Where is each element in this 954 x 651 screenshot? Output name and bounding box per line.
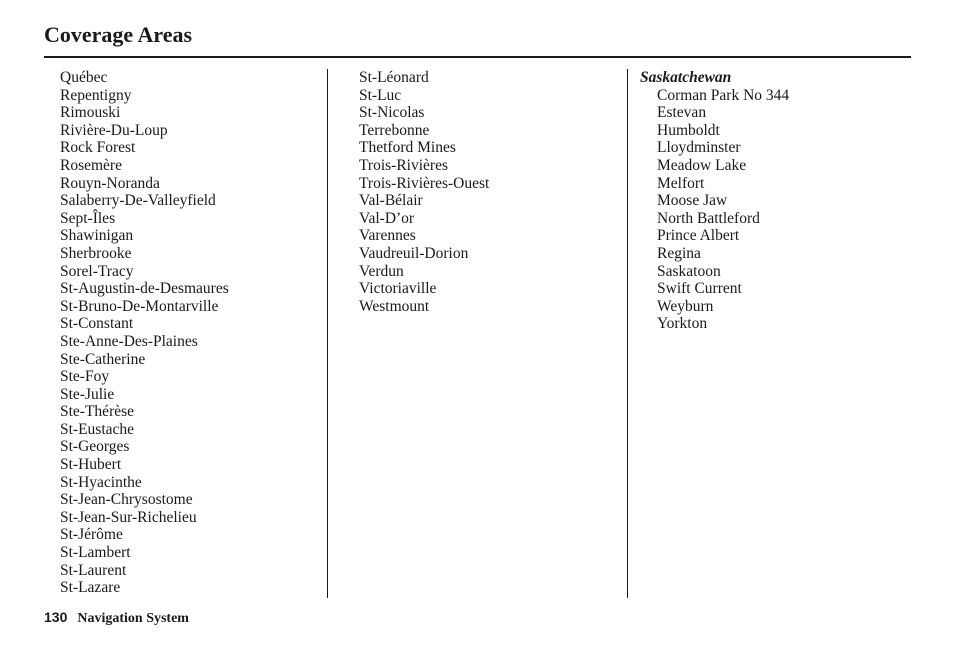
city-item: St-Eustache (60, 420, 135, 438)
city-item: Salaberry-De-Valleyfield (60, 192, 216, 210)
city-item: Meadow Lake (657, 156, 747, 174)
city-item: Yorkton (657, 315, 708, 333)
city-item: Sherbrooke (60, 244, 132, 262)
city-item: St-Nicolas (359, 104, 425, 122)
city-item: Ste-Anne-Des-Plaines (60, 332, 198, 350)
title-rule (44, 56, 911, 58)
city-item: Rimouski (60, 104, 121, 122)
city-item: Estevan (657, 104, 707, 122)
column-divider-1 (327, 69, 328, 598)
city-item: North Battleford (657, 209, 760, 227)
city-item: Rouyn-Noranda (60, 174, 160, 192)
city-item: Ste-Julie (60, 385, 115, 403)
city-item: Lloydminster (657, 139, 741, 157)
city-item: Trois-Rivières-Ouest (359, 174, 490, 192)
province-heading: Saskatchewan (640, 69, 732, 86)
city-item: Sorel-Tracy (60, 262, 134, 280)
coverage-column-3 (640, 69, 789, 333)
city-item: Moose Jaw (657, 192, 728, 210)
city-item: Varennes (359, 227, 416, 245)
city-item: Val-D’or (359, 209, 415, 227)
city-item: Weyburn (657, 297, 714, 315)
city-item: St-Hubert (60, 456, 122, 474)
city-item: St-Jean-Sur-Richelieu (60, 508, 197, 526)
page-number: 130 (44, 609, 68, 625)
city-item: St-Constant (60, 315, 134, 333)
column-divider-2 (627, 69, 628, 598)
city-item: St-Lazare (60, 579, 121, 597)
city-item: Rivière-Du-Loup (60, 121, 168, 139)
city-item: Ste-Thérèse (60, 403, 135, 421)
city-item: Regina (657, 244, 701, 262)
coverage-column-1 (60, 69, 229, 597)
city-item: Vaudreuil-Dorion (359, 244, 469, 262)
section-name: Navigation System (77, 611, 189, 626)
city-item: Victoriaville (359, 280, 437, 298)
city-item: St-Georges (60, 438, 130, 456)
city-item: St-Luc (359, 86, 402, 104)
city-item: Sept-Îles (60, 209, 116, 227)
city-item: Prince Albert (657, 227, 740, 245)
city-item: Thetford Mines (359, 139, 456, 157)
city-item: Québec (60, 69, 108, 86)
coverage-column-2 (359, 69, 489, 315)
page-footer (44, 609, 189, 627)
city-item: Humboldt (657, 121, 720, 139)
city-item: St-Lambert (60, 544, 131, 562)
city-item: Terrebonne (359, 121, 430, 139)
page-title: Coverage Areas (44, 22, 193, 47)
city-item: Corman Park No 344 (657, 86, 790, 104)
city-item: St-Laurent (60, 561, 127, 579)
city-item: Ste-Catherine (60, 350, 146, 368)
city-item: Saskatoon (657, 262, 721, 280)
city-item: St-Bruno-De-Montarville (60, 297, 219, 315)
city-item: Westmount (359, 297, 430, 315)
city-item: St-Jean-Chrysostome (60, 491, 193, 509)
city-item: St-Jérôme (60, 526, 123, 544)
city-item: Verdun (359, 262, 404, 280)
city-item: St-Augustin-de-Desmaures (60, 280, 229, 298)
city-item: Repentigny (60, 86, 132, 104)
city-item: St-Léonard (359, 69, 429, 86)
city-item: Val-Bélair (359, 192, 423, 210)
city-item: Trois-Rivières (359, 156, 448, 174)
city-item: Rock Forest (60, 139, 136, 157)
city-item: Rosemère (60, 156, 122, 174)
city-item: Shawinigan (60, 227, 134, 245)
city-item: Melfort (657, 174, 705, 192)
city-item: St-Hyacinthe (60, 473, 142, 491)
city-item: Ste-Foy (60, 368, 110, 386)
city-item: Swift Current (657, 280, 742, 298)
